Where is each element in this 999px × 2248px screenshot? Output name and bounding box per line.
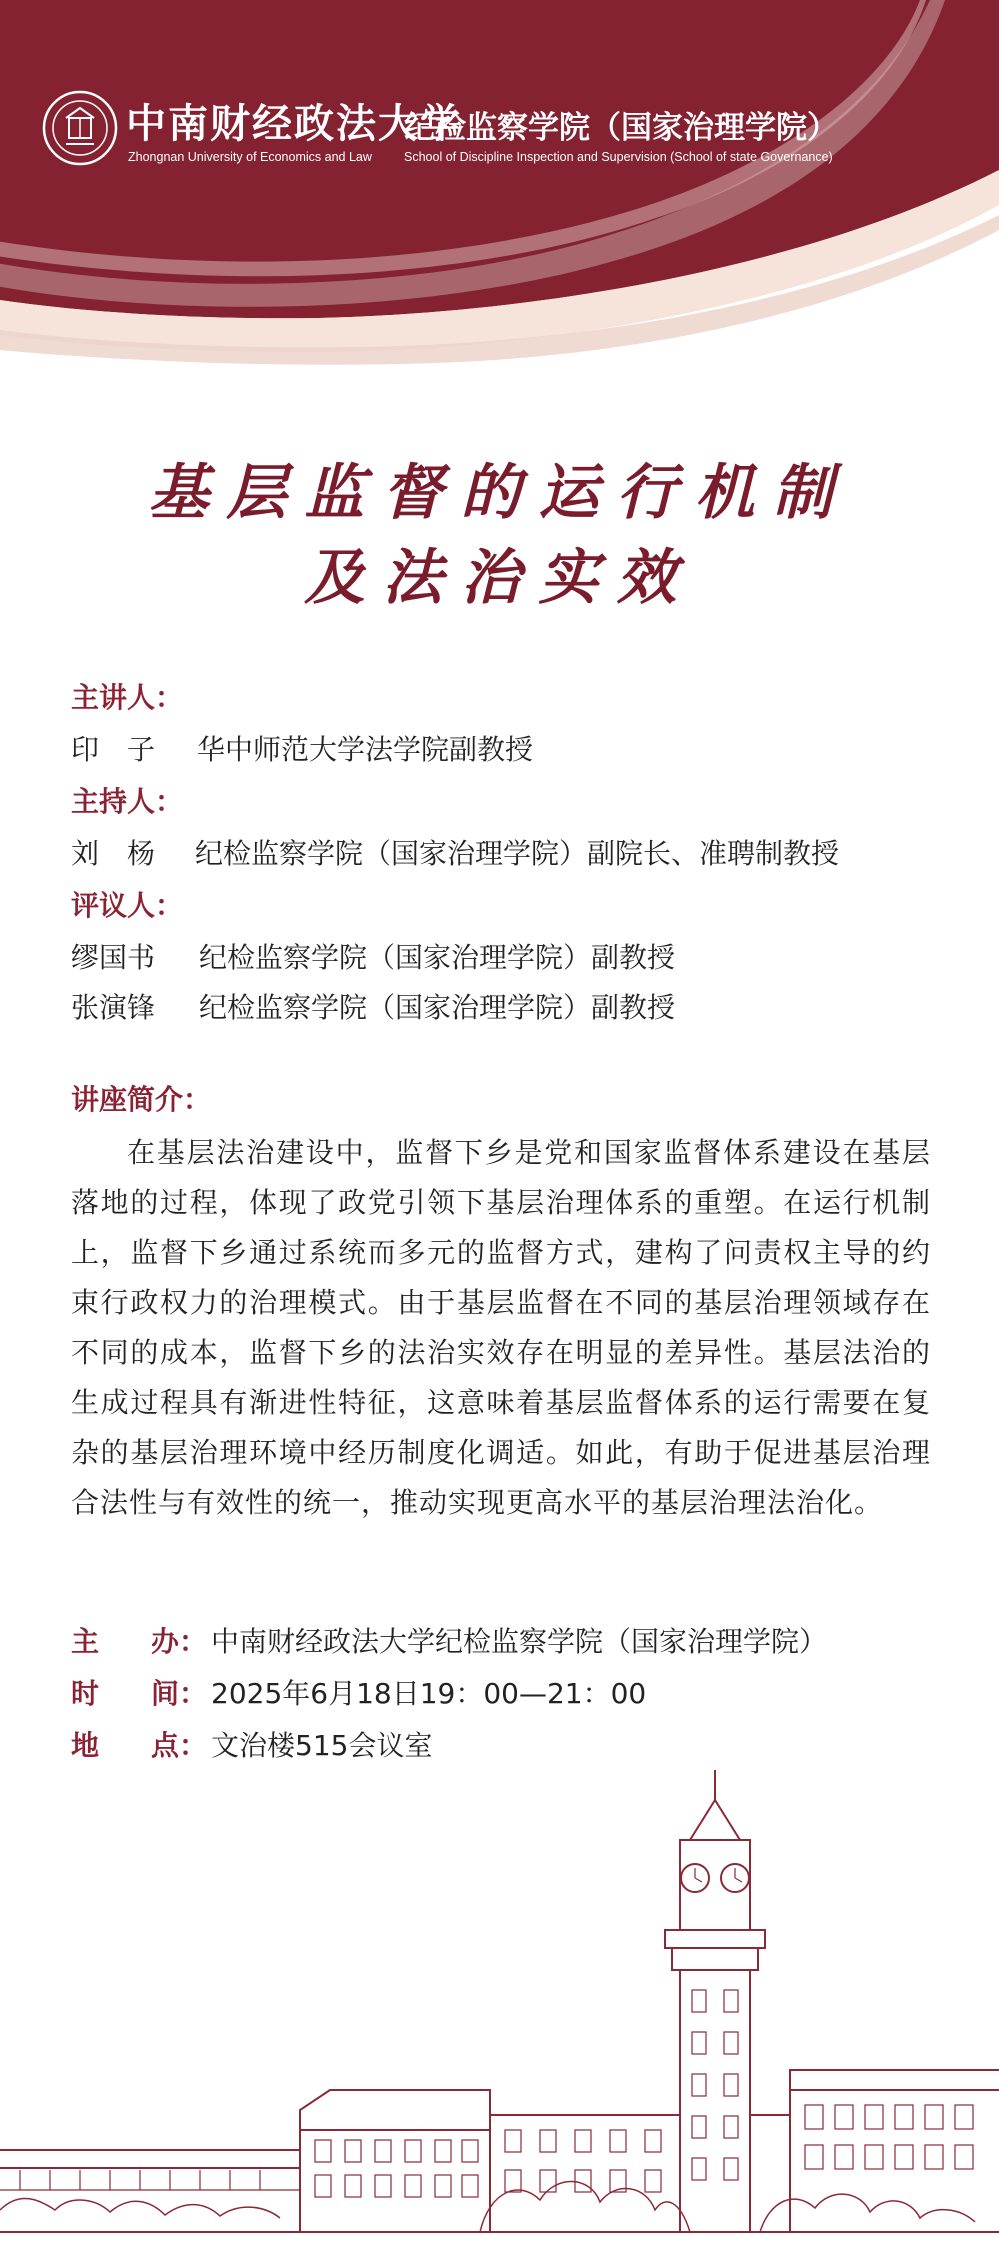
time-value: 2025年6月18日19：00—21：00 <box>211 1677 647 1710</box>
time-label-a: 时 <box>71 1677 100 1710</box>
organizer-label-b: 办： <box>151 1625 208 1658</box>
school-name-en: School of Discipline Inspection and Supervision (School of state Governance) <box>404 150 833 164</box>
place-label-b: 点： <box>151 1729 208 1762</box>
header-banner <box>0 0 999 390</box>
university-name-en: Zhongnan University of Economics and Law <box>128 150 372 164</box>
speaker-name: 印 子 <box>71 733 156 766</box>
reviewer-desc: 纪检监察学院（国家治理学院）副教授 <box>199 991 676 1024</box>
reviewer-line <box>71 986 675 1026</box>
reviewer-line <box>71 936 675 976</box>
place-line <box>71 1724 432 1764</box>
university-seal-icon <box>42 90 118 166</box>
time-line <box>71 1672 646 1712</box>
campus-clock-tower-illustration <box>0 1770 999 2248</box>
place-value: 文治楼515会议室 <box>211 1729 433 1762</box>
organizer-value: 中南财经政法大学纪检监察学院（国家治理学院） <box>211 1625 828 1658</box>
school-name-cn: 纪检监察学院（国家治理学院） <box>404 110 838 146</box>
lecture-title-line2: 及法治实效 <box>304 543 695 613</box>
reviewer-name: 缪国书 <box>71 941 156 974</box>
host-label: 主持人： <box>71 785 184 818</box>
time-label-b: 间： <box>151 1677 208 1710</box>
organizer-label-a: 主 <box>71 1625 100 1658</box>
university-name-cn: 中南财经政法大学 <box>126 100 462 147</box>
speaker-line <box>71 728 533 768</box>
host-desc: 纪检监察学院（国家治理学院）副院长、准聘制教授 <box>195 837 840 870</box>
intro-label: 讲座简介： <box>71 1083 212 1116</box>
intro-text: 在基层法治建设中，监督下乡是党和国家监督体系建设在基层落地的过程，体现了政党引领下基层治理体系的重塑。在运行机制上，监督下乡通过系统而多元的监督方式，建构了问责权主导的约束行政权力的治理模式。由于基层监督在不同的基层治理领域存在不同的成本，监督下乡的法治实效存在明显的差异性。基层法治的生成过程具有渐进性特征，这意味着基层监督体系的运行需要在复杂的基层治理环境中经历制度化调适。如此，有助于促进基层治理合法性与有效性的统一，推动实现更高水平的基层治理法治化。 <box>71 1136 931 1519</box>
speaker-desc: 华中师范大学法学院副教授 <box>197 733 534 766</box>
speaker-label: 主讲人： <box>71 681 184 714</box>
lecture-title-line1: 基层监督的运行机制 <box>148 458 851 528</box>
host-name: 刘 杨 <box>71 837 156 870</box>
place-label-a: 地 <box>71 1729 100 1762</box>
host-line <box>71 832 839 872</box>
reviewers-label: 评议人： <box>71 889 184 922</box>
reviewer-desc: 纪检监察学院（国家治理学院）副教授 <box>199 941 676 974</box>
reviewer-name: 张演锋 <box>71 991 156 1024</box>
organizer-line <box>71 1620 827 1660</box>
